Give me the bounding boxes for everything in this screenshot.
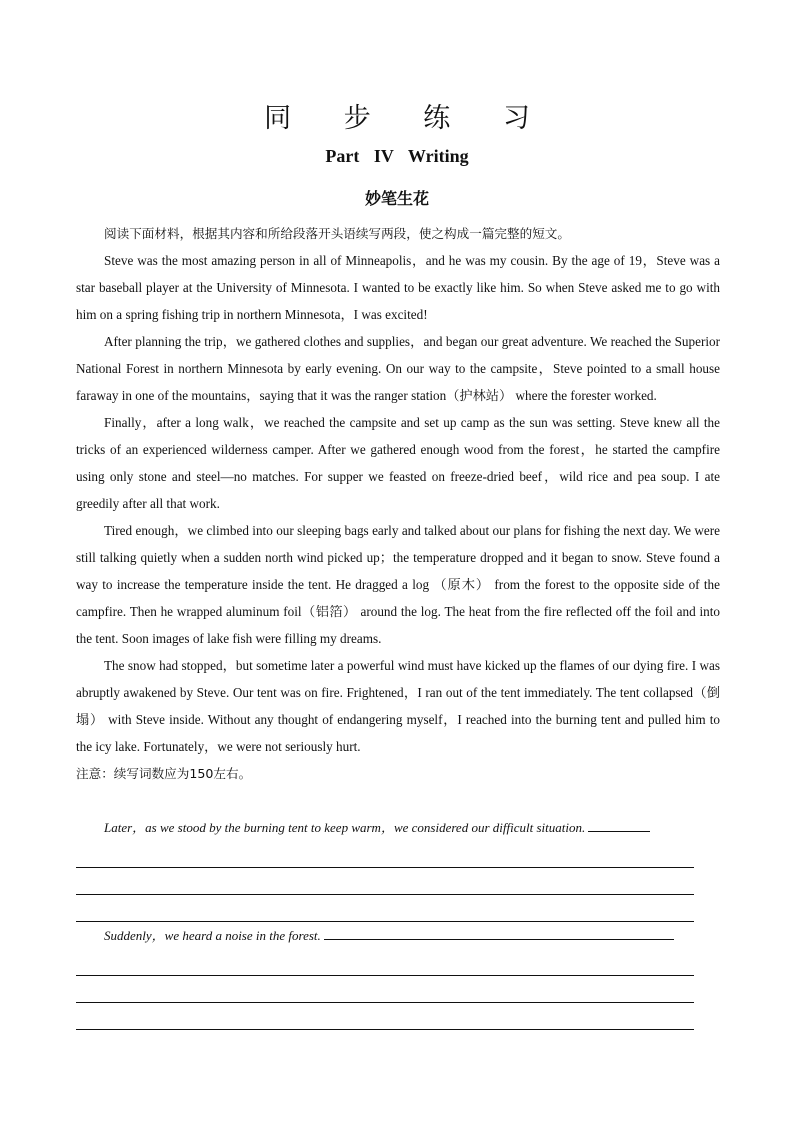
continuation-lead-2	[76, 922, 694, 949]
word-count-note: 注意：续写词数应为150左右。	[76, 766, 252, 781]
continuation-block-1	[76, 814, 694, 922]
writing-line[interactable]	[76, 841, 694, 868]
writing-line[interactable]	[76, 1003, 694, 1030]
writing-blank[interactable]	[588, 817, 650, 832]
continuation-lead-1	[76, 814, 694, 841]
passage-paragraph: Tired enough，we climbed into our sleeping bags early and talked about our plans for fishing the next day. We were still talking quietly when a sudden north wind picked up；the temperature dropped and it began to snow. Steve found a way to increase the temperature inside the tent. He dragged a log （原木） from the forest to the opposite side of the campfire. Then he wrapped aluminum foil（铝箔） around the log. The heat from the fire reflected off the foil and into the tent. Soon images of lake fish were filling my dreams.	[76, 523, 720, 646]
writing-line[interactable]	[76, 976, 694, 1003]
continuation-opening-1: Later，as we stood by the burning tent to keep warm，we considered our difficult situation.	[104, 820, 586, 835]
passage-paragraph: After planning the trip，we gathered clothes and supplies，and began our great adventure. We reached the Superior National Forest in northern Minnesota by early evening. On our way to the campsite，Steve pointed to a small house faraway in one of the mountains，saying that it was the ranger station（护林站） where the forester worked.	[76, 334, 720, 403]
passage-paragraph: Finally，after a long walk，we reached the campsite and set up camp as the sun was setting. Steve knew all the tricks of an experienced wilderness camper. After we gathered enough wood from the forest，he started the campfire using only stone and steel—no matches. For supper we feasted on freeze-dried beef，wild rice and pea soup. I ate greedily after all that work.	[76, 415, 720, 511]
writing-line[interactable]	[76, 949, 694, 976]
instruction-text: 阅读下面材料，根据其内容和所给段落开头语续写两段，使之构成一篇完整的短文。	[104, 226, 570, 241]
page-title: 同 步 练 习	[264, 103, 552, 134]
passage-paragraph: The snow had stopped，but sometime later a powerful wind must have kicked up the flames of our dying fire. I was abruptly awakened by Steve. Our tent was on fire. Frightened，I ran out of the tent immediately. The tent collapsed（倒塌） with Steve inside. Without any thought of endangering myself，I reached into the burning tent and pulled him to the icy lake. Fortunately，we were not seriously hurt.	[76, 658, 720, 754]
reading-passage	[76, 220, 720, 787]
continuation-block-2	[76, 922, 694, 1030]
section-heading: 妙笔生花	[364, 189, 429, 208]
part-topic: Writing	[407, 146, 469, 166]
part-label: Part IV	[325, 146, 394, 166]
part-heading	[0, 146, 794, 167]
continuation-opening-2: Suddenly，we heard a noise in the forest.	[104, 928, 321, 943]
writing-line[interactable]	[76, 868, 694, 895]
writing-blank[interactable]	[324, 925, 674, 940]
passage-paragraph: Steve was the most amazing person in all of Minneapolis，and he was my cousin. By the age of 19，Steve was a star baseball player at the University of Minnesota. I wanted to be exactly like him. So when Steve asked me to go with him on a spring fishing trip in northern Minnesota，I was excited!	[76, 253, 720, 322]
writing-line[interactable]	[76, 895, 694, 922]
